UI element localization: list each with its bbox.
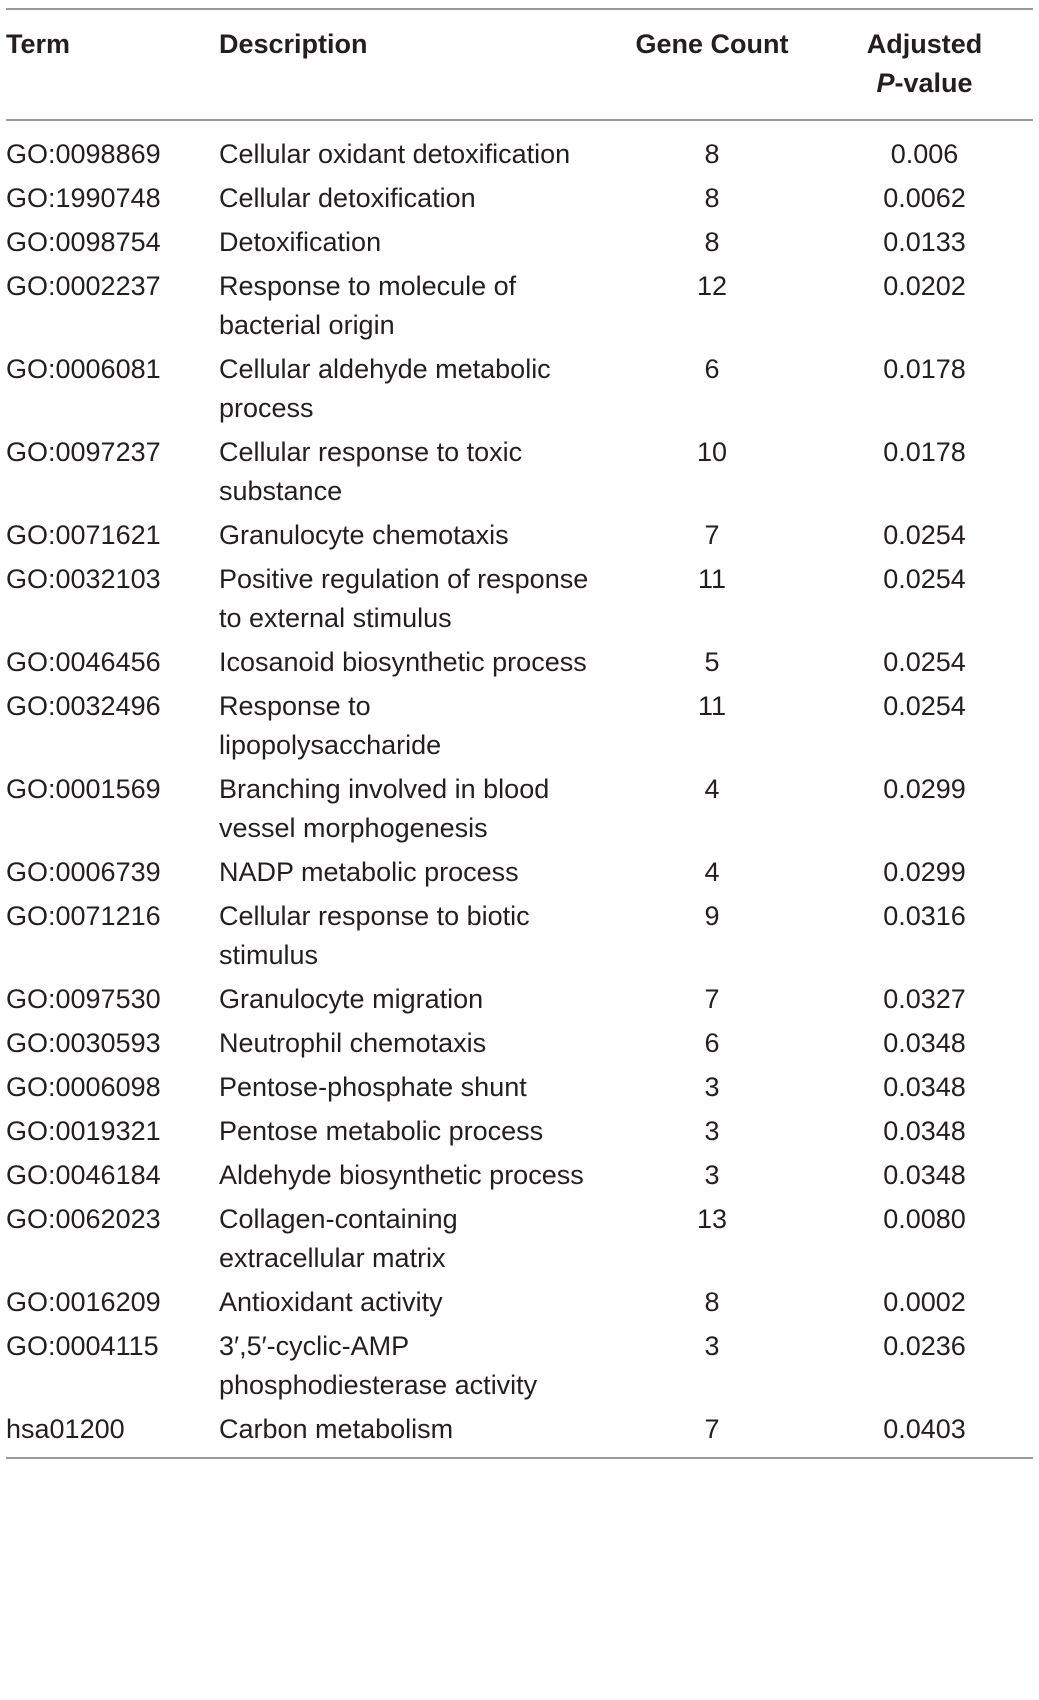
term-cell: GO:0032496 — [6, 691, 161, 721]
table-header — [6, 9, 1033, 120]
gene-count-cell: 7 — [704, 1414, 720, 1444]
description-cell: 3′,5′-cyclic-AMP phosphodiesterase activity — [219, 1331, 538, 1400]
gene-count-cell: 8 — [704, 1287, 720, 1317]
gene-count-cell: 8 — [704, 183, 720, 213]
table-row — [6, 1153, 1033, 1197]
table-row — [6, 1197, 1033, 1280]
term-cell: GO:0032103 — [6, 564, 161, 594]
table-row — [6, 176, 1033, 220]
header-value-suffix: -value — [894, 68, 973, 98]
adjusted-p-value-cell: 0.0202 — [883, 271, 966, 301]
table-row — [6, 640, 1033, 684]
description-cell: Response to molecule of bacterial origin — [219, 271, 517, 340]
term-cell: GO:0006081 — [6, 354, 161, 384]
table-row — [6, 1324, 1033, 1407]
description-cell: Pentose-phosphate shunt — [219, 1072, 527, 1102]
term-cell: GO:0019321 — [6, 1116, 161, 1146]
header-gene-count: Gene Count — [635, 29, 789, 59]
gene-count-cell: 8 — [704, 139, 720, 169]
adjusted-p-value-cell: 0.0254 — [883, 691, 966, 721]
term-cell: GO:0016209 — [6, 1287, 161, 1317]
gene-count-cell: 7 — [704, 520, 720, 550]
description-cell: Neutrophil chemotaxis — [219, 1028, 487, 1058]
gene-count-cell: 9 — [704, 901, 720, 931]
description-cell: Cellular detoxification — [219, 183, 476, 213]
gene-count-cell: 6 — [704, 1028, 720, 1058]
adjusted-p-value-cell: 0.0236 — [883, 1331, 966, 1361]
table-row — [6, 264, 1033, 347]
term-cell: hsa01200 — [6, 1414, 125, 1444]
table-row — [6, 684, 1033, 767]
table-row — [6, 557, 1033, 640]
table-row — [6, 1280, 1033, 1324]
gene-count-cell: 3 — [704, 1160, 720, 1190]
term-cell: GO:0097237 — [6, 437, 161, 467]
table-row — [6, 513, 1033, 557]
term-cell: GO:0071216 — [6, 901, 161, 931]
gene-count-cell: 3 — [704, 1116, 720, 1146]
table-row — [6, 894, 1033, 977]
adjusted-p-value-cell: 0.0080 — [883, 1204, 966, 1234]
table-row — [6, 1109, 1033, 1153]
description-cell: Antioxidant activity — [219, 1287, 443, 1317]
term-cell: GO:0097530 — [6, 984, 161, 1014]
adjusted-p-value-cell: 0.0178 — [883, 354, 966, 384]
description-cell: Carbon metabolism — [219, 1414, 454, 1444]
adjusted-p-value-cell: 0.0254 — [883, 520, 966, 550]
adjusted-p-value-cell: 0.0254 — [883, 564, 966, 594]
go-enrichment-table — [6, 8, 1033, 1459]
description-cell: Collagen-containing extracellular matrix — [219, 1204, 458, 1273]
gene-count-cell: 3 — [704, 1072, 720, 1102]
adjusted-p-value-cell: 0.0133 — [883, 227, 966, 257]
description-cell: Detoxification — [219, 227, 382, 257]
description-cell: Positive regulation of response to external stimulus — [219, 564, 589, 633]
table-body — [6, 120, 1033, 1458]
description-cell: Granulocyte chemotaxis — [219, 520, 509, 550]
description-cell: Cellular oxidant detoxification — [219, 139, 571, 169]
term-cell: GO:0006739 — [6, 857, 161, 887]
table-row — [6, 430, 1033, 513]
adjusted-p-value-cell: 0.0062 — [883, 183, 966, 213]
description-cell: Cellular response to biotic stimulus — [219, 901, 530, 970]
term-cell: GO:0030593 — [6, 1028, 161, 1058]
table-row — [6, 850, 1033, 894]
table-row — [6, 767, 1033, 850]
adjusted-p-value-cell: 0.0403 — [883, 1414, 966, 1444]
adjusted-p-value-cell: 0.0254 — [883, 647, 966, 677]
term-cell: GO:1990748 — [6, 183, 161, 213]
term-cell: GO:0071621 — [6, 520, 161, 550]
adjusted-p-value-cell: 0.0327 — [883, 984, 966, 1014]
description-cell: Cellular aldehyde metabolic process — [219, 354, 551, 423]
description-cell: Pentose metabolic process — [219, 1116, 544, 1146]
gene-count-cell: 4 — [704, 774, 720, 804]
term-cell: GO:0046456 — [6, 647, 161, 677]
table-row — [6, 120, 1033, 176]
adjusted-p-value-cell: 0.0316 — [883, 901, 966, 931]
table-row — [6, 1065, 1033, 1109]
table-row — [6, 347, 1033, 430]
term-cell: GO:0098754 — [6, 227, 161, 257]
adjusted-p-value-cell: 0.0348 — [883, 1160, 966, 1190]
adjusted-p-value-cell: 0.006 — [890, 139, 959, 169]
header-term: Term — [6, 29, 71, 59]
term-cell: GO:0001569 — [6, 774, 161, 804]
header-description: Description — [219, 29, 368, 59]
adjusted-p-value-cell: 0.0002 — [883, 1287, 966, 1317]
header-row — [6, 9, 1033, 120]
gene-count-cell: 5 — [704, 647, 720, 677]
gene-count-cell: 8 — [704, 227, 720, 257]
gene-count-cell: 13 — [696, 1204, 728, 1234]
adjusted-p-value-cell: 0.0348 — [883, 1028, 966, 1058]
table-row — [6, 1407, 1033, 1458]
description-cell: Cellular response to toxic substance — [219, 437, 523, 506]
description-cell: NADP metabolic process — [219, 857, 519, 887]
term-cell: GO:0098869 — [6, 139, 161, 169]
adjusted-p-value-cell: 0.0348 — [883, 1072, 966, 1102]
adjusted-p-value-cell: 0.0348 — [883, 1116, 966, 1146]
adjusted-p-value-cell: 0.0178 — [883, 437, 966, 467]
gene-count-cell: 6 — [704, 354, 720, 384]
gene-count-cell: 10 — [696, 437, 728, 467]
term-cell: GO:0002237 — [6, 271, 161, 301]
gene-count-cell: 12 — [696, 271, 728, 301]
adjusted-p-value-cell: 0.0299 — [883, 774, 966, 804]
description-cell: Response to lipopolysaccharide — [219, 691, 442, 760]
gene-count-cell: 11 — [697, 691, 727, 721]
adjusted-p-value-cell: 0.0299 — [883, 857, 966, 887]
gene-count-cell: 11 — [697, 564, 727, 594]
description-cell: Granulocyte migration — [219, 984, 484, 1014]
term-cell: GO:0062023 — [6, 1204, 161, 1234]
header-p-symbol: P — [876, 68, 895, 98]
description-cell: Icosanoid biosynthetic process — [219, 647, 587, 677]
table-row — [6, 977, 1033, 1021]
table-row — [6, 220, 1033, 264]
header-adjusted-p-value — [816, 9, 1033, 120]
term-cell: GO:0006098 — [6, 1072, 161, 1102]
description-cell: Aldehyde biosynthetic process — [219, 1160, 584, 1190]
header-adjusted-label: Adjusted — [866, 29, 983, 59]
table-row — [6, 1021, 1033, 1065]
term-cell: GO:0046184 — [6, 1160, 161, 1190]
gene-count-cell: 3 — [704, 1331, 720, 1361]
term-cell: GO:0004115 — [6, 1331, 159, 1361]
description-cell: Branching involved in blood vessel morphogenesis — [219, 774, 550, 843]
gene-count-cell: 4 — [704, 857, 720, 887]
gene-count-cell: 7 — [704, 984, 720, 1014]
